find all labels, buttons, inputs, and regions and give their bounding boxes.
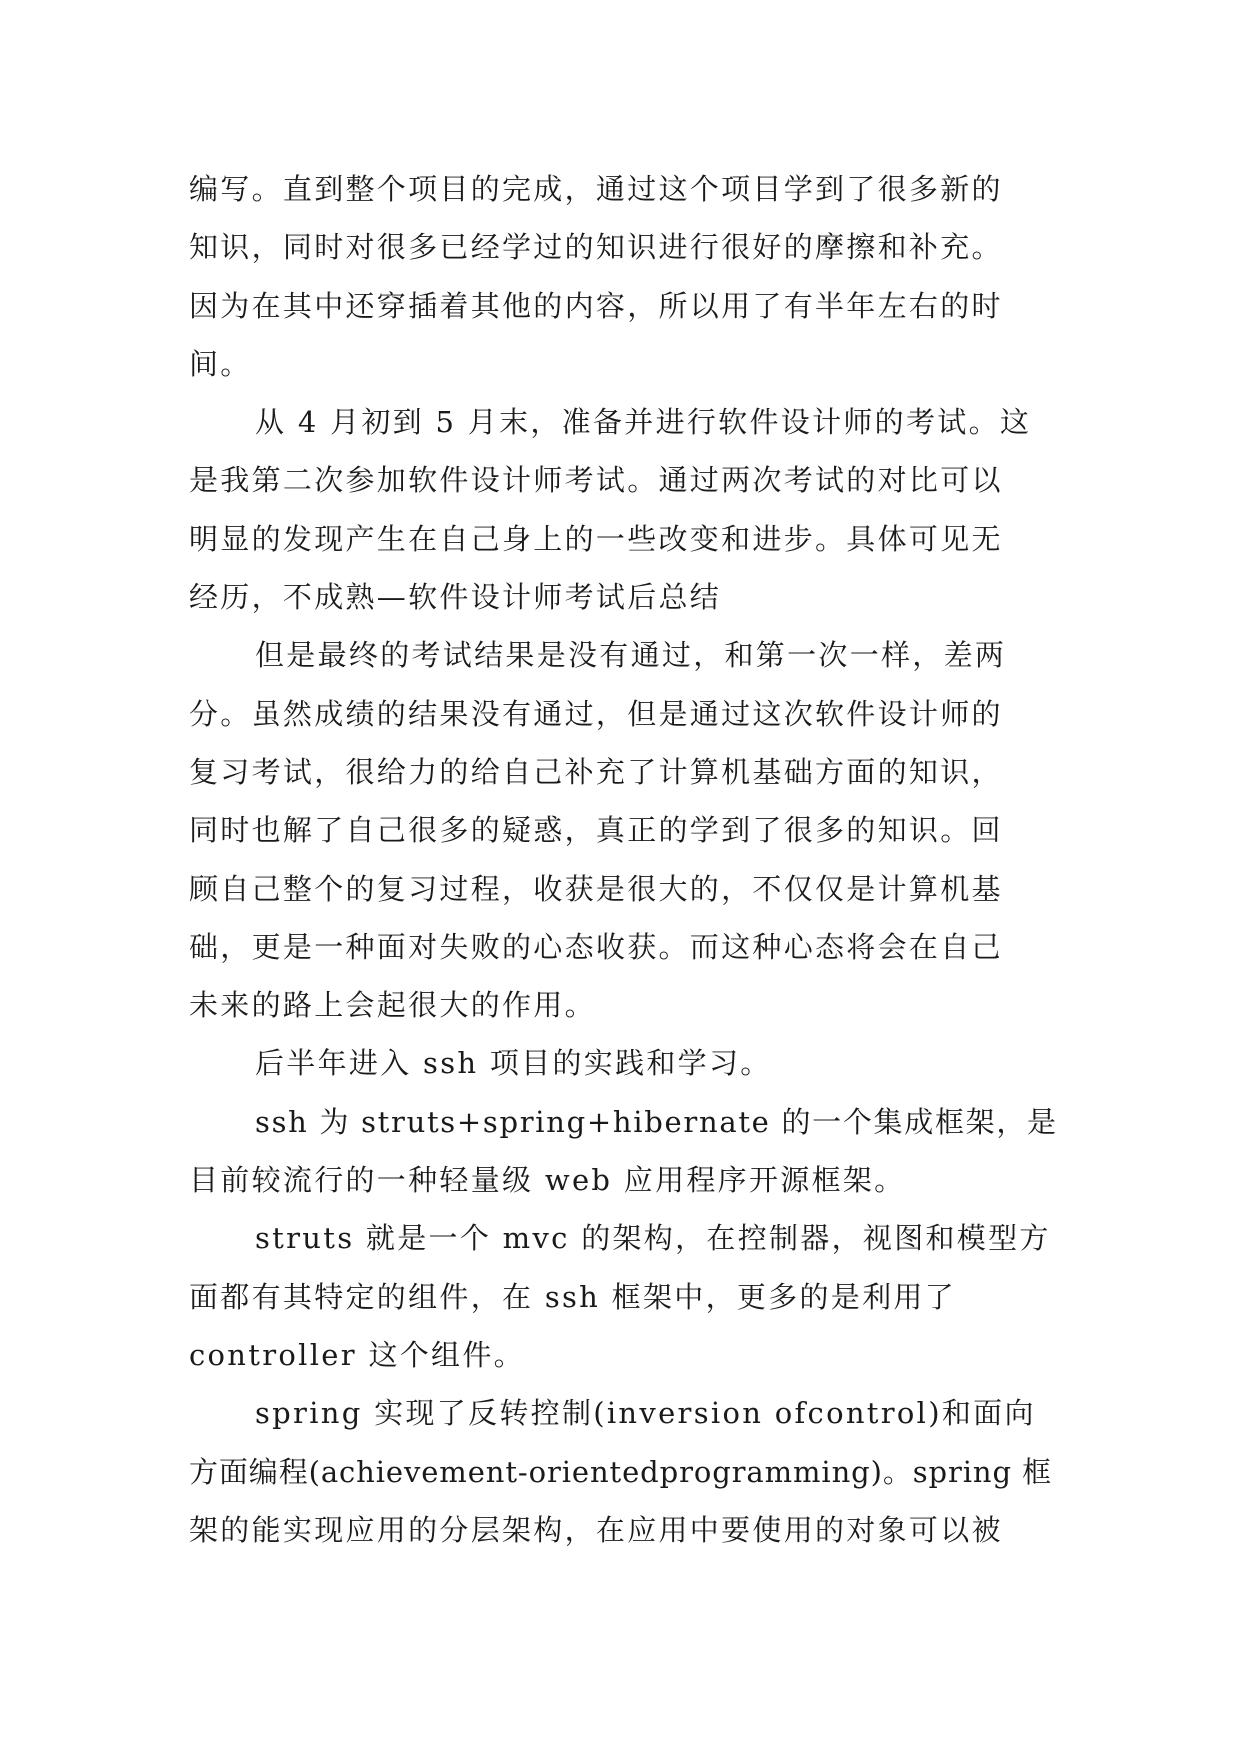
text-line: 础，更是一种面对失败的心态收获。而这种心态将会在自己 [189, 929, 1003, 964]
text-line: 经历，不成熟—软件设计师考试后总结 [189, 580, 722, 615]
text-line: 从 4 月初到 5 月末，准备并进行软件设计师的考试。这 [255, 405, 1032, 440]
text-line: 未来的路上会起很大的作用。 [189, 988, 596, 1023]
text-line: 目前较流行的一种轻量级 web 应用程序开源框架。 [189, 1163, 906, 1198]
text-line: 因为在其中还穿插着其他的内容，所以用了有半年左右的时 [189, 288, 1003, 323]
text-line: 是我第二次参加软件设计师考试。通过两次考试的对比可以 [189, 463, 1003, 498]
text-line: 知识，同时对很多已经学过的知识进行很好的摩擦和补充。 [189, 230, 1003, 265]
text-line: struts 就是一个 mvc 的架构，在控制器，视图和模型方 [255, 1221, 1051, 1256]
text-line: 后半年进入 ssh 项目的实践和学习。 [255, 1046, 772, 1081]
text-line: 同时也解了自己很多的疑惑，真正的学到了很多的知识。回 [189, 813, 1003, 848]
text-line: controller 这个组件。 [189, 1337, 525, 1372]
text-line: 复习考试，很给力的给自己补充了计算机基础方面的知识， [189, 754, 1003, 789]
text-line: 面都有其特定的组件，在 ssh 框架中，更多的是利用了 [189, 1279, 956, 1314]
text-line: 方面编程(achievement-orientedprogramming)。spring 框 [189, 1454, 1052, 1489]
text-line: 架的能实现应用的分层架构，在应用中要使用的对象可以被 [189, 1512, 1003, 1547]
text-line: 编写。直到整个项目的完成，通过这个项目学到了很多新的 [189, 172, 1003, 206]
text-line: ssh 为 struts+spring+hibernate 的一个集成框架，是 [255, 1104, 1058, 1139]
text-line: 但是最终的考试结果是没有通过，和第一次一样，差两 [255, 638, 1007, 673]
text-line: spring 实现了反转控制(inversion ofcontrol)和面向 [255, 1396, 1036, 1431]
text-line: 分。虽然成绩的结果没有通过，但是通过这次软件设计师的 [189, 696, 1003, 731]
text-line: 间。 [189, 346, 252, 381]
text-line: 顾自己整个的复习过程，收获是很大的，不仅仅是计算机基 [189, 871, 1003, 906]
text-line: 明显的发现产生在自己身上的一些改变和进步。具体可见无 [189, 521, 1003, 556]
body-text [189, 160, 1059, 1559]
